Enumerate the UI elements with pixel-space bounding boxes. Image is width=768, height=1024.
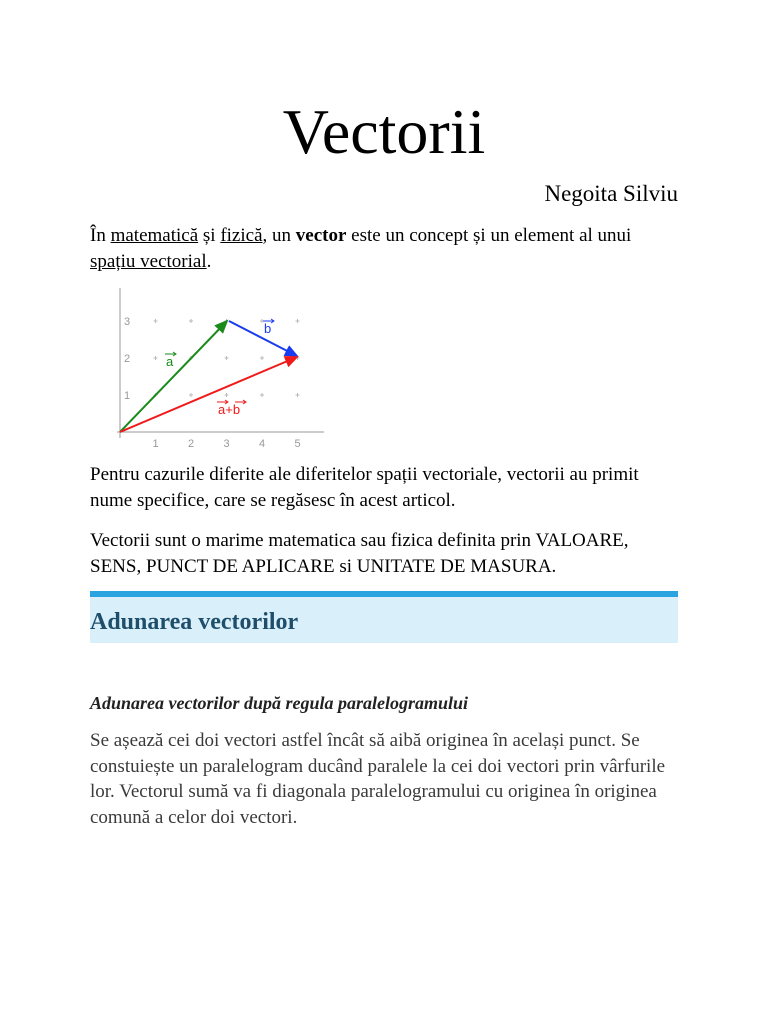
link-matematica[interactable]: matematică bbox=[110, 225, 199, 246]
y-tick-label: 3 bbox=[124, 316, 131, 328]
intro-text-2: și bbox=[198, 225, 221, 246]
intro-paragraph bbox=[90, 223, 678, 275]
vector-addition-figure bbox=[117, 288, 357, 448]
x-tick-label: 2 bbox=[188, 438, 195, 448]
intro-text-5: . bbox=[206, 251, 212, 272]
intro-text-4: este un concept și un element al unui bbox=[346, 225, 632, 246]
vector-sum-label bbox=[217, 400, 246, 417]
y-tick-label: 1 bbox=[124, 390, 131, 402]
author-name: Negoita Silviu bbox=[544, 181, 678, 206]
vector-sum-line bbox=[120, 357, 297, 432]
page-title: Vectorii bbox=[282, 96, 486, 167]
vector-sum-label-text: a+b bbox=[218, 402, 241, 417]
vector-b-line bbox=[229, 321, 297, 356]
grid bbox=[154, 319, 300, 397]
intro-bold-vector: vector bbox=[295, 225, 347, 246]
y-tick-labels bbox=[124, 316, 130, 402]
link-fizica[interactable]: fizică bbox=[220, 225, 263, 246]
paragraph-definition: Vectorii sunt o marime matematica sau fizica definita prin VALOARE, SENS, PUNCT DE APLICARE si UNITATE DE MASURA. bbox=[90, 530, 629, 577]
link-spatiu-vectorial[interactable]: spațiu vectorial bbox=[90, 251, 207, 272]
subsection-heading: Adunarea vectorilor după regula paralelogramului bbox=[90, 693, 469, 713]
intro-text-1: În bbox=[90, 225, 111, 246]
section-heading: Adunarea vectorilor bbox=[90, 609, 299, 635]
paragraph-parallelogram: Se așează cei doi vectori astfel încât să aibă originea în același punct. Se constuiește un paralelogram ducând paralele la cei doi vectori prin vârfurile lor. Vectorul sumă va fi diagonala paralelogramului cu originea în originea comună a celor doi vectori. bbox=[90, 730, 666, 828]
intro-text-3: , un bbox=[262, 225, 296, 246]
x-tick-label: 4 bbox=[259, 438, 266, 448]
vector-a-line bbox=[120, 321, 227, 432]
vector-a-label-text: a bbox=[166, 354, 174, 369]
x-tick-label: 3 bbox=[223, 438, 230, 448]
vector-b-label-text: b bbox=[264, 321, 272, 336]
vector-a-label bbox=[165, 352, 176, 369]
x-tick-label: 1 bbox=[152, 438, 159, 448]
x-tick-labels bbox=[153, 438, 301, 448]
section-heading-bar bbox=[90, 591, 678, 643]
x-tick-label: 5 bbox=[294, 438, 301, 448]
y-tick-label: 2 bbox=[124, 353, 131, 365]
vector-b-label bbox=[263, 319, 274, 336]
paragraph-spaces: Pentru cazurile diferite ale diferitelor spații vectoriale, vectorii au primit nume specifice, care se regăsesc în acest articol. bbox=[90, 464, 639, 511]
